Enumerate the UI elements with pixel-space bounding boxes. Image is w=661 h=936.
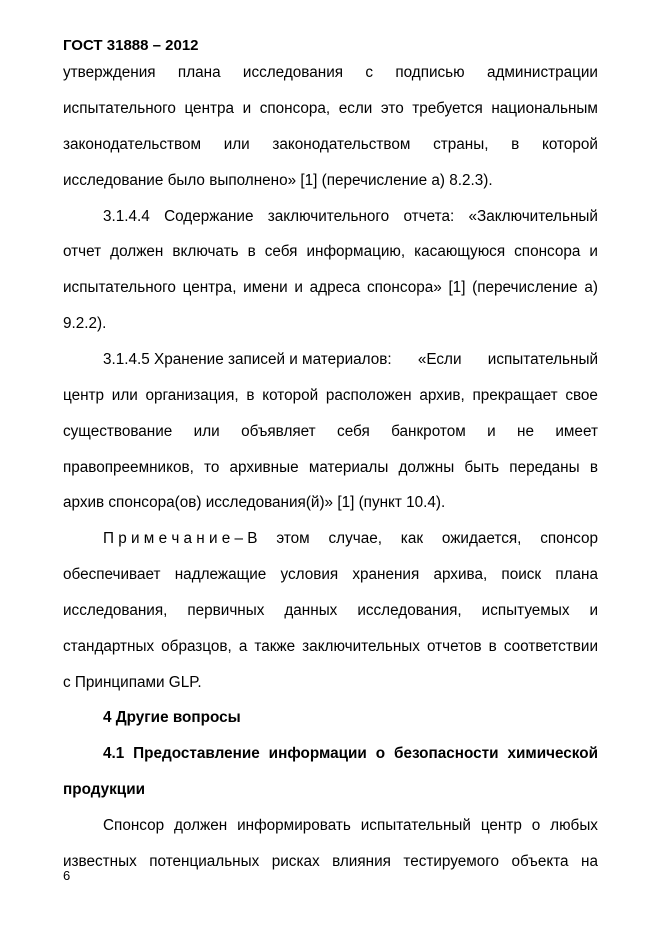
text-line [63,602,598,620]
word: центра [184,100,235,117]
word: включать [172,243,239,260]
word: расположен [325,387,412,404]
word: администрации [486,64,598,81]
word: (перечисление [472,279,578,296]
word: то [204,459,220,476]
word: а) [584,279,598,296]
word: также [254,638,296,655]
word: спонсора [514,243,581,260]
word: исследования, [63,602,168,619]
word: известных [63,853,137,870]
text-line [63,638,598,656]
word: безопасности [394,745,499,762]
word: быть [464,459,500,476]
word: Спонсор [103,817,165,834]
word: исследования [242,64,344,81]
word: имеет [555,423,598,440]
word: адреса [309,279,361,296]
word: спонсора, [259,100,331,117]
word: заключительного [267,208,390,225]
word: плана [555,566,598,583]
word: информации [268,745,367,762]
word: или [193,423,220,440]
word: тестируемого [403,853,500,870]
word: должен [110,243,164,260]
word: и [294,279,303,296]
word: о [375,745,386,762]
word: случае, [328,530,382,547]
word: правопреемников, [63,459,194,476]
word: законодательством [272,136,411,153]
word: как [400,530,424,547]
word: стандартных [63,638,155,655]
word: [1] [448,279,466,296]
word: организация, [145,387,239,404]
word: отчетов [427,638,482,655]
word: а [238,638,248,655]
word: банкротом [391,423,466,440]
word: спонсора» [366,279,442,296]
word: в [488,638,497,655]
word: должен [174,817,228,834]
word: испытательный [487,351,598,368]
word: которой [542,136,598,153]
word: П р и м е ч а н и е – В [103,530,258,547]
word: не [517,423,534,440]
word: подписью [395,64,465,81]
paragraph-start [103,817,598,835]
word: плана [177,64,221,81]
word: в [247,243,256,260]
word: рисках [271,853,320,870]
text-line [63,853,598,871]
word: себя [337,423,370,440]
word: которой [262,387,319,404]
word: в [246,387,255,404]
text-line [63,387,598,405]
text-line: 9.2.2). [63,315,107,332]
text-line [63,64,598,82]
word: себя [264,243,298,260]
word: центра, [182,279,237,296]
word: центр [480,817,522,834]
word: или [111,387,138,404]
word: имени [243,279,288,296]
word: этом [276,530,310,547]
word: ожидается, [441,530,522,547]
word: отчета: [403,208,455,225]
word: должны [398,459,455,476]
word: химической [507,745,598,762]
text-line [63,100,598,118]
text-line [63,279,598,297]
word: объекта [511,853,569,870]
text-line [63,423,598,441]
text-line [63,136,598,154]
word: обеспечивает [63,566,161,583]
word: существование [63,423,173,440]
paragraph-3-1-4-5-start [103,351,598,369]
word: с [365,64,373,81]
text-line [63,243,598,261]
word: потенциальных [149,853,260,870]
word: первичных [187,602,265,619]
word: данных [284,602,338,619]
word: центр [63,387,105,404]
word: объявляет [241,423,316,440]
word: «Заключительный [468,208,598,225]
word: страны, [433,136,489,153]
page-number: 6 [63,868,71,883]
word: хранения [352,566,420,583]
word: национальным [491,100,598,117]
word: испытательный [360,817,471,834]
subsection-heading-4-1-cont: продукции [63,781,145,798]
word: условия [280,566,339,583]
word: законодательством [63,136,201,153]
word: информировать [237,817,351,834]
word: если [338,100,373,117]
word: соответствии [503,638,598,655]
word: любых [550,817,598,834]
word: 3.1.4.4 [103,208,150,225]
word: и [589,243,598,260]
subsection-heading-4-1 [103,745,598,763]
section-heading-4: 4 Другие вопросы [103,709,241,726]
text-line [63,459,598,477]
paragraph-3-1-4-4-start [103,208,598,226]
word: архивные [229,459,299,476]
word: информацию, [306,243,406,260]
word: переданы [509,459,580,476]
word: на [581,853,598,870]
word: влияния [332,853,391,870]
word: и [242,100,252,117]
word: исследования, [357,602,462,619]
word: испытательного [63,100,176,117]
text-line: с Принципами GLP. [63,674,202,691]
word: «Если [417,351,462,368]
word: в [511,136,520,153]
word: или [223,136,250,153]
word: свое [565,387,598,404]
text-line [63,566,598,584]
word: о [531,817,541,834]
word: надлежащие [174,566,267,583]
word: в [589,459,598,476]
word: касающуюся [414,243,506,260]
word: 3.1.4.5 Хранение записей и материалов: [103,351,392,368]
word: отчет [63,243,102,260]
word: архива, [433,566,488,583]
word: это [380,100,404,117]
word: спонсор [540,530,598,547]
word: испытуемых [481,602,570,619]
word: 4.1 [103,745,125,762]
text-line: архив спонсора(ов) исследования(й)» [1] (пункт 10.4). [63,494,446,511]
word: испытательного [63,279,176,296]
word: поиск [501,566,542,583]
word: и [589,602,598,619]
word: требуется [412,100,483,117]
note-start [103,530,598,548]
word: заключительных [302,638,420,655]
word: архив, [419,387,465,404]
word: Содержание [164,208,254,225]
word: Предоставление [133,745,260,762]
word: образцов, [161,638,232,655]
word: материалы [308,459,389,476]
word: прекращает [472,387,558,404]
text-line: исследование было выполнено» [1] (перечисление а) 8.2.3). [63,172,493,189]
document-header: ГОСТ 31888 – 2012 [63,37,199,54]
word: и [487,423,496,440]
word: утверждения [63,64,156,81]
